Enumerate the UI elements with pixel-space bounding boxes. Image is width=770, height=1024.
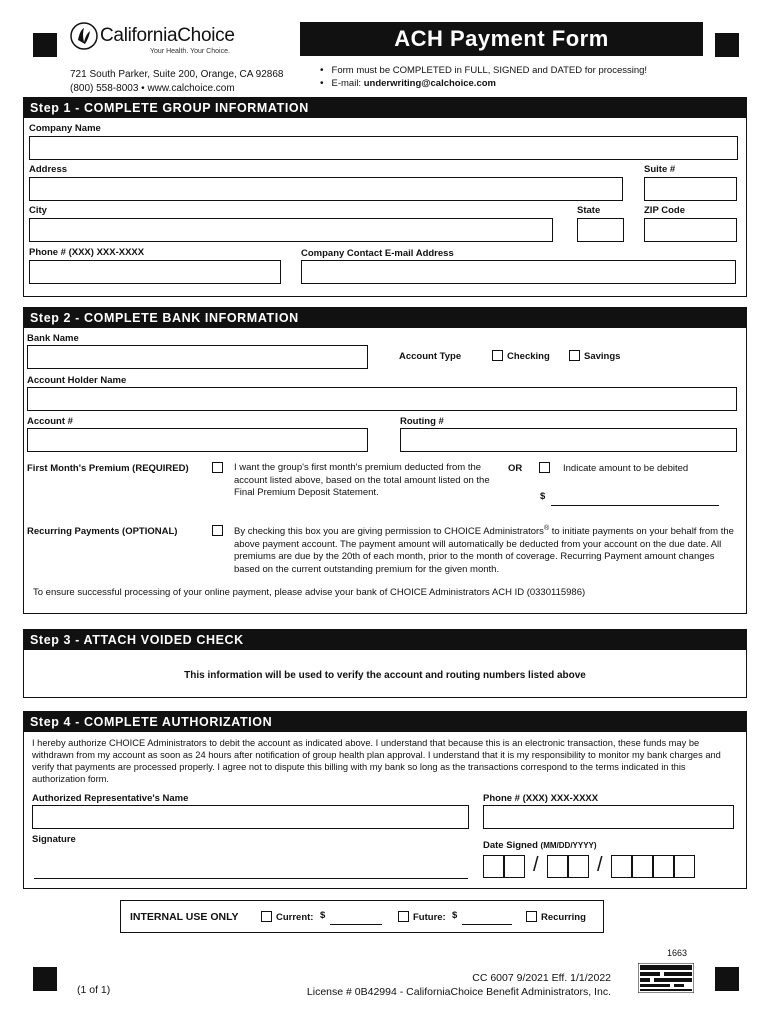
form-id: CC 6007 9/2021 Eff. 1/1/2022 (472, 972, 611, 984)
indicate-amount-checkbox[interactable] (539, 462, 550, 473)
date-signed-label: Date Signed (MM/DD/YYYY) (483, 840, 597, 851)
recurring-label: Recurring Payments (OPTIONAL) (27, 526, 178, 537)
authorization-text: I hereby authorize CHOICE Administrators to debit the account as indicated above. I understand that because this is an electronic transaction, these funds may be withdrawn from my account as soon as 24 hours after notification of group health plan approval. I understand that it is my responsibility to monitor my bank charges and verify that payments are processed properly. I agree not to dispute this billing with my bank so long as the transactions correspond to the terms indicated in this authorization form. (32, 738, 721, 784)
note-email: • E-mail: underwriting@calchoice.com (320, 77, 647, 90)
account-number-label: Account # (27, 416, 73, 427)
bank-name-label: Bank Name (27, 333, 79, 344)
suite-input[interactable] (644, 177, 737, 201)
address-label: Address (29, 164, 68, 175)
date-separator-1: / (533, 854, 539, 876)
internal-recurring-label: Recurring (541, 912, 586, 923)
step3-section (23, 629, 747, 698)
date-year-digit-1[interactable] (611, 855, 632, 878)
routing-number-label: Routing # (400, 416, 444, 427)
internal-use-box (120, 900, 604, 933)
address-line-1: 721 South Parker, Suite 200, Orange, CA 92868 (70, 69, 284, 80)
zip-label: ZIP Code (644, 205, 685, 216)
date-year-digit-3[interactable] (653, 855, 674, 878)
registration-mark-bottom-left (33, 967, 57, 991)
amount-input[interactable] (551, 505, 719, 506)
date-day-digit-2[interactable] (568, 855, 589, 878)
step2-heading: Step 2 - COMPLETE BANK INFORMATION (24, 308, 746, 328)
internal-use-label: INTERNAL USE ONLY (130, 911, 239, 923)
rep-phone-label: Phone # (XXX) XXX-XXXX (483, 793, 599, 804)
page-indicator: (1 of 1) (77, 984, 111, 996)
signature-label: Signature (32, 834, 76, 845)
zip-input[interactable] (644, 218, 737, 242)
company-name-input[interactable] (29, 136, 738, 160)
contact-email-input[interactable] (301, 260, 736, 284)
form-title: ACH Payment Form (300, 22, 703, 56)
date-separator-2: / (597, 854, 603, 876)
brand-name: CaliforniaChoice (100, 25, 235, 46)
checking-checkbox[interactable] (492, 350, 503, 361)
rep-name-input[interactable] (32, 805, 469, 829)
registration-mark-bottom-right (715, 967, 739, 991)
brand-tagline: Your Health. Your Choice. (150, 48, 230, 55)
recurring-checkbox[interactable] (212, 525, 223, 536)
date-month-digit-1[interactable] (483, 855, 504, 878)
step1-heading: Step 1 - COMPLETE GROUP INFORMATION (24, 98, 746, 118)
registration-mark-top-left (33, 33, 57, 57)
address-input[interactable] (29, 177, 623, 201)
step1-section (23, 97, 747, 297)
internal-current-label: Current: (276, 912, 314, 923)
bank-name-input[interactable] (27, 345, 368, 369)
voided-check-note: This information will be used to verify the account and routing numbers listed above (184, 670, 586, 681)
address-line-2: (800) 558-8003 • www.calchoice.com (70, 83, 235, 94)
city-label: City (29, 205, 47, 216)
company-address (70, 68, 283, 96)
state-label: State (577, 205, 601, 216)
amount-dollar-sign: $ (540, 491, 546, 502)
state-input[interactable] (577, 218, 624, 242)
internal-future-dollar: $ (452, 910, 458, 921)
rep-name-label: Authorized Representative's Name (32, 793, 189, 804)
step3-heading: Step 3 - ATTACH VOIDED CHECK (24, 630, 746, 650)
signature-input[interactable] (34, 878, 468, 879)
contact-email-label: Company Contact E-mail Address (301, 248, 454, 259)
step2-section (23, 307, 747, 614)
ach-id-note: To ensure successful processing of your online payment, please advise your bank of CHOICE Administrators ACH ID (0330115986) (33, 587, 586, 598)
routing-number-input[interactable] (400, 428, 737, 452)
city-input[interactable] (29, 218, 553, 242)
date-year-digit-2[interactable] (632, 855, 653, 878)
license-line: License # 0B42994 - CaliforniaChoice Benefit Administrators, Inc. (306, 986, 611, 998)
internal-current-checkbox[interactable] (261, 911, 272, 922)
registration-mark-top-right (715, 33, 739, 57)
indicate-amount-label: Indicate amount to be debited (563, 463, 689, 474)
internal-future-label: Future: (413, 912, 446, 923)
form-code: 1663 (667, 948, 688, 958)
logo-emblem-icon (70, 22, 98, 50)
phone-label: Phone # (XXX) XXX-XXXX (29, 247, 145, 258)
internal-future-checkbox[interactable] (398, 911, 409, 922)
savings-checkbox[interactable] (569, 350, 580, 361)
internal-current-input[interactable] (330, 924, 382, 925)
account-type-label: Account Type (399, 351, 462, 362)
first-premium-label: First Month's Premium (REQUIRED) (27, 463, 189, 474)
form-notes (320, 64, 647, 90)
internal-current-dollar: $ (320, 910, 326, 921)
note-complete: • Form must be COMPLETED in FULL, SIGNED and DATED for processing! (320, 64, 647, 77)
date-day-digit-1[interactable] (547, 855, 568, 878)
date-month-digit-2[interactable] (504, 855, 525, 878)
barcode-icon (638, 963, 694, 993)
company-name-label: Company Name (29, 123, 101, 134)
account-number-input[interactable] (27, 428, 368, 452)
step4-heading: Step 4 - COMPLETE AUTHORIZATION (24, 712, 746, 732)
checking-label: Checking (507, 351, 550, 362)
brand-logo (70, 22, 235, 50)
first-premium-text: I want the group's first month's premium deducted from the account listed above, based on the total amount listed on the Final Premium Deposit Statement. (234, 462, 490, 498)
phone-input[interactable] (29, 260, 281, 284)
or-label: OR (508, 463, 523, 474)
rep-phone-input[interactable] (483, 805, 734, 829)
account-holder-input[interactable] (27, 387, 737, 411)
internal-future-input[interactable] (462, 924, 512, 925)
suite-label: Suite # (644, 164, 676, 175)
account-holder-label: Account Holder Name (27, 375, 127, 386)
date-year-digit-4[interactable] (674, 855, 695, 878)
internal-recurring-checkbox[interactable] (526, 911, 537, 922)
savings-label: Savings (584, 351, 621, 362)
email-link[interactable]: underwriting@calchoice.com (363, 78, 496, 89)
recurring-text: By checking this box you are giving permission to CHOICE Administrators® to initiate payments on your behalf from the above payment account. The payment amount will automatically be deducted from your account on the due date. All premiums are due by the 20th of each month, prior to the month of coverage. Recurring Payment amount changes based on the current outstanding premium for the given month. (234, 525, 734, 575)
step4-section (23, 711, 747, 889)
first-premium-checkbox[interactable] (212, 462, 223, 473)
